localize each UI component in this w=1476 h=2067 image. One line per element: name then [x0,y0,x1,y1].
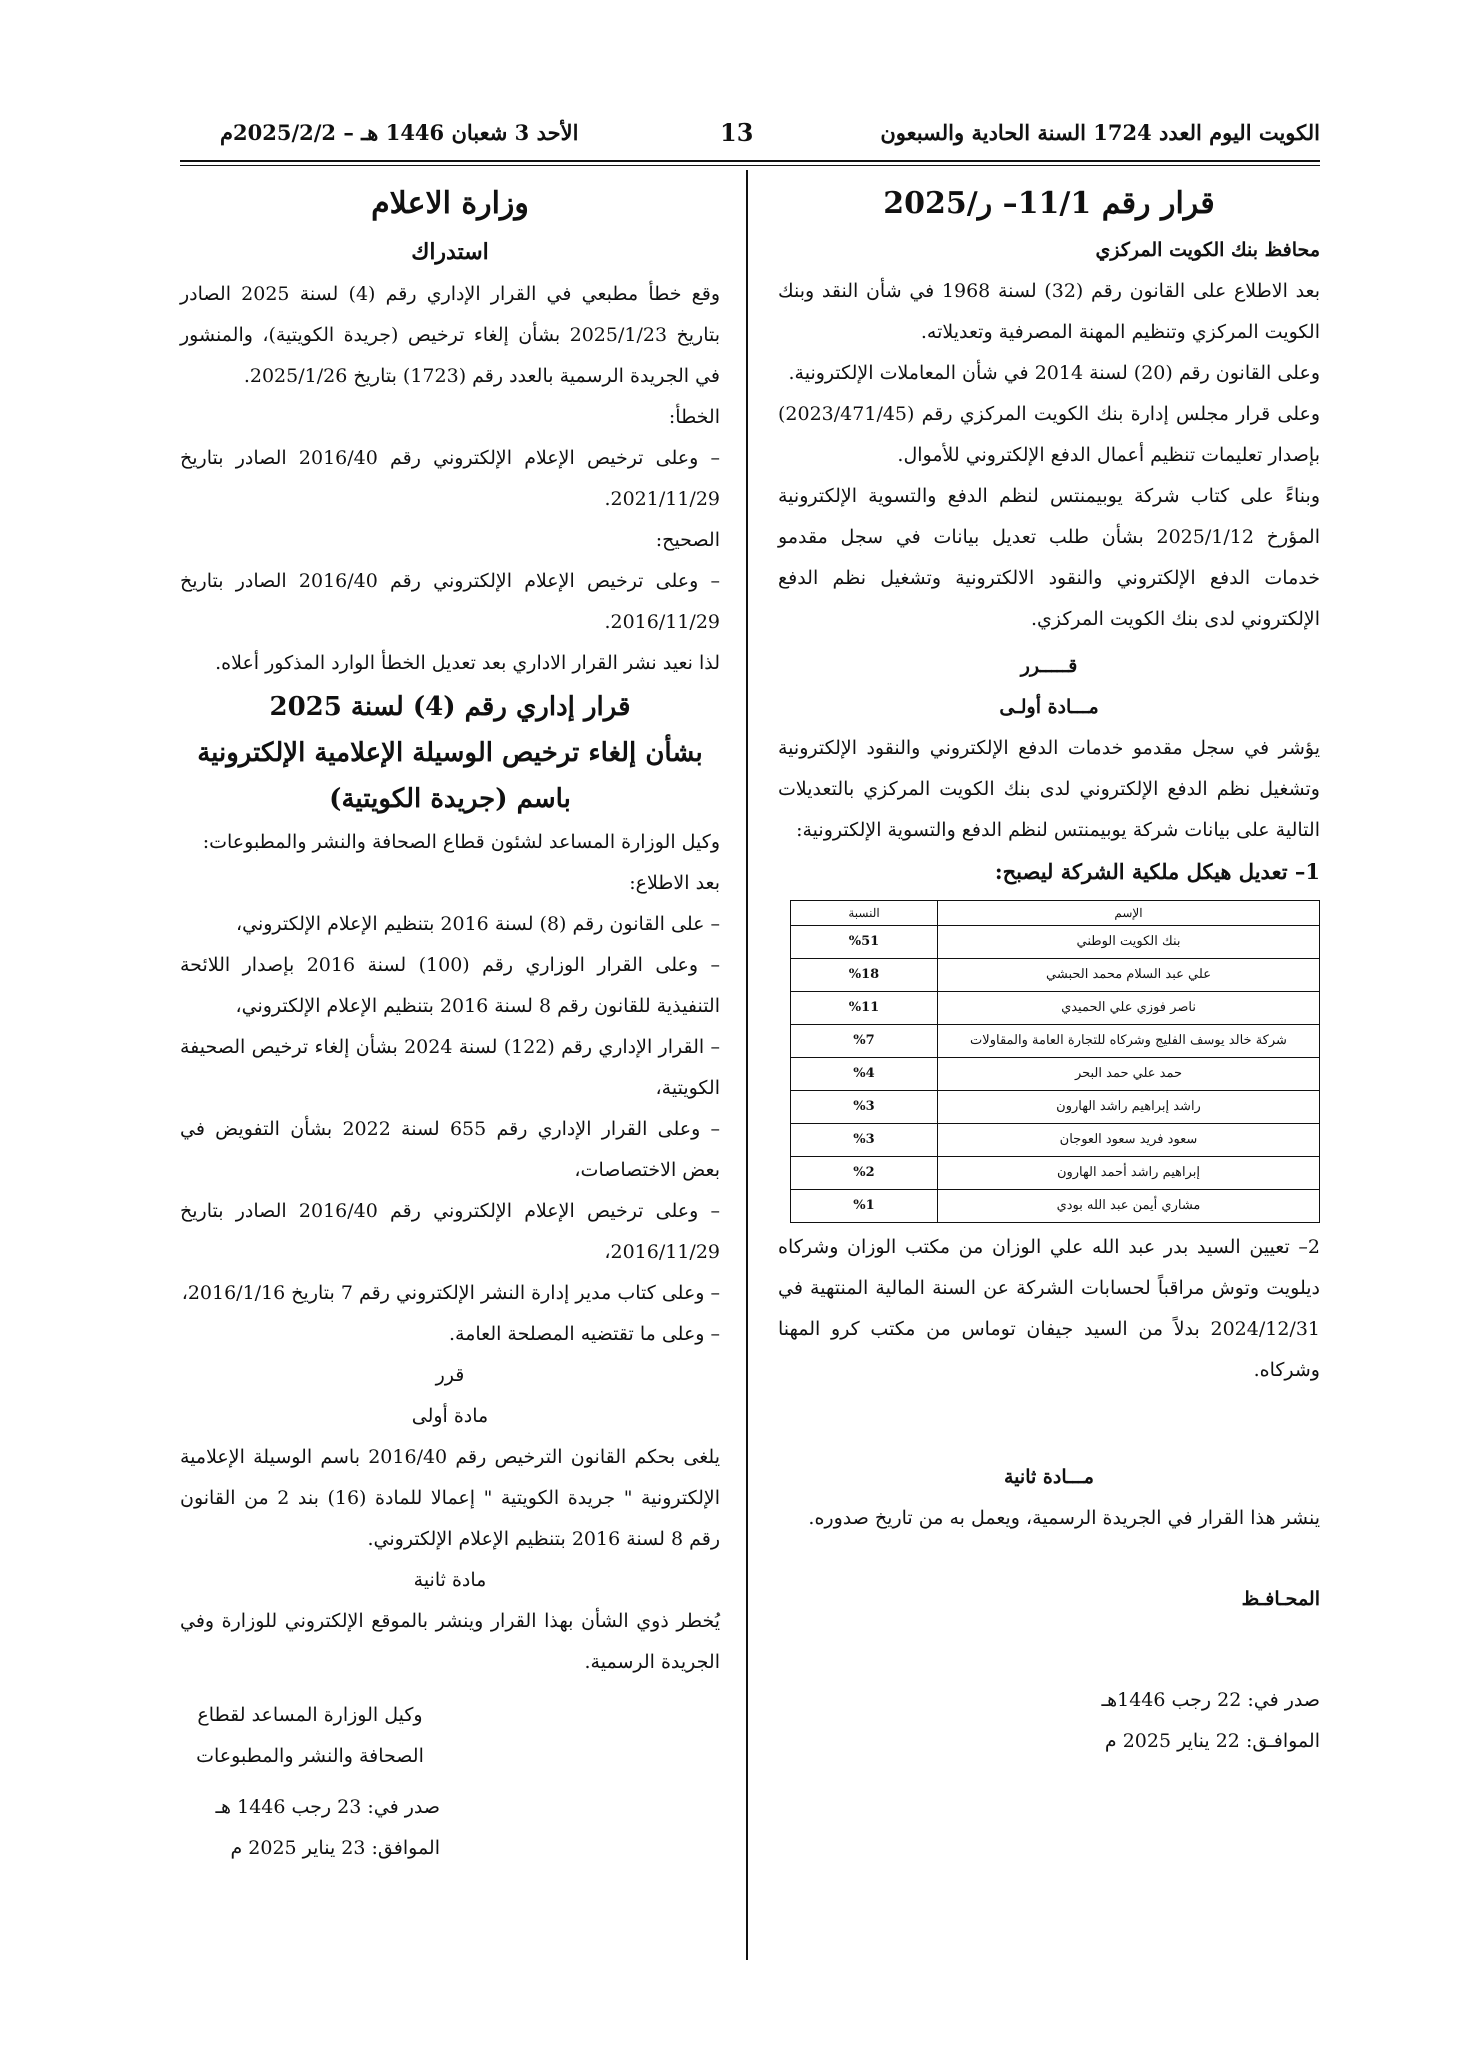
preamble-item: – وعلى القرار الوزاري رقم (100) لسنة 2016 بإصدار اللائحة التنفيذية للقانون رقم 8 لسنة 2016 بتنظيم الإعلام الإلكتروني، [180,954,720,1017]
page-header [180,120,1320,156]
table-header-row [791,901,1320,926]
table-row [791,1091,1320,1124]
shareholder-percentage: %4 [791,1058,938,1091]
decision-issuer: محافظ بنك الكويت المركزي [1095,239,1320,261]
preamble-item: – وعلى ترخيص الإعلام الإلكتروني رقم 2016/40 الصادر بتاريخ 2016/11/29، [180,1200,720,1263]
article-2-text: يُخطر ذوي الشأن بهذا القرار وينشر بالموقع الإلكتروني للوزارة وفي الجريدة الرسمية. [180,1610,720,1673]
correct-text: – وعلى ترخيص الإعلام الإلكتروني رقم 2016/40 الصادر بتاريخ 2016/11/29. [180,570,720,633]
column-divider [746,170,748,1960]
ministry-of-information-section [180,178,720,1869]
decided-heading: قرر [435,1364,465,1386]
article-1-text: يؤشر في سجل مقدمو خدمات الدفع الإلكتروني والنقود الإلكترونية وتشغيل نظم الدفع الإلكتروني لدى بنك الكويت المركزي بالتعديلات التالية على بيانات شركة يوبيمنتس لنظم الدفع والتسوية الإلكترونية: [778,737,1320,841]
article-2-heading: مـــادة ثانية [1004,1466,1094,1488]
shareholder-percentage: %11 [791,992,938,1025]
decision-subject: باسم (جريدة الكويتية) [329,784,571,814]
shareholder-name: حمد علي حمد البحر [938,1058,1320,1091]
after-review: بعد الاطلاع: [629,872,720,894]
shareholder-percentage: %51 [791,926,938,959]
error-text: – وعلى ترخيص الإعلام الإلكتروني رقم 2016/40 الصادر بتاريخ 2021/11/29. [180,447,720,510]
ownership-table [790,900,1320,1223]
signatory: المحـافـظ [1241,1588,1320,1610]
issued-block [180,1787,440,1869]
table-row [791,992,1320,1025]
table-row [791,1190,1320,1223]
shareholder-percentage: %1 [791,1190,938,1223]
preamble-item: – على القانون رقم (8) لسنة 2016 بتنظيم الإعلام الإلكتروني، [235,913,720,935]
republish-note: لذا نعيد نشر القرار الاداري بعد تعديل الخطأ الوارد المذكور أعلاه. [215,652,720,674]
shareholder-percentage: %2 [791,1157,938,1190]
correction-text: وقع خطأ مطبعي في القرار الإداري رقم (4) لسنة 2025 الصادر بتاريخ 2025/1/23 بشأن إلغاء ترخيص (جريدة الكويتية)، والمنشور في الجريدة الرسمية بالعدد رقم (1723) بتاريخ 2025/1/26. [180,283,721,387]
article-1-heading: مادة أولى [411,1405,489,1427]
issued-date-hijri: صدر في: 22 رجب 1446هـ [1101,1689,1320,1711]
header-rule-thin [180,165,1320,166]
header-issue-info: الكويت اليوم العدد 1724 السنة الحادية والسبعون [880,120,1320,145]
shareholder-name: علي عبد السلام محمد الحبشي [938,959,1320,992]
central-bank-decision [778,178,1320,1762]
shareholder-percentage: %3 [791,1091,938,1124]
table-row [791,1058,1320,1091]
table-row [791,1025,1320,1058]
column-header-name: الإسم [938,901,1320,926]
shareholder-percentage: %3 [791,1124,938,1157]
article-1-heading: مـــادة أولـى [999,696,1099,718]
issued-date-gregorian: الموافق: 23 يناير 2025 م [230,1837,440,1859]
article-2-heading: مادة ثانية [413,1569,487,1591]
decision-title: قرار رقم 11/1– ر/2025 [883,186,1215,221]
preamble-item: – وعلى كتاب مدير إدارة النشر الإلكتروني رقم 7 بتاريخ 2016/1/16، [181,1282,720,1304]
header-rule [180,160,1320,162]
correct-label: الصحيح: [655,529,720,551]
error-label: الخطأ: [668,406,720,428]
table-row [791,1124,1320,1157]
shareholder-name: بنك الكويت الوطني [938,926,1320,959]
issued-date-gregorian: الموافـق: 22 يناير 2025 م [1104,1730,1320,1752]
table-row [791,926,1320,959]
ministry-title: وزارة الاعلام [371,186,529,221]
signatory-line: وكيل الوزارة المساعد لقطاع [197,1704,423,1726]
table-row [791,1157,1320,1190]
preamble-paragraph: بعد الاطلاع على القانون رقم (32) لسنة 1968 في شأن النقد وبنك الكويت المركزي وتنظيم المهنة المصرفية وتعديلاته. [778,280,1320,343]
shareholder-name: راشد إبراهيم راشد الهارون [938,1091,1320,1124]
preamble-paragraph: وبناءً على كتاب شركة يوبيمنتس لنظم الدفع والتسوية الإلكترونية المؤرخ 2025/1/12 بشأن طلب تعديل بيانات في سجل مقدمو خدمات الدفع الإلكتروني والنقود الالكترونية وتشغيل نظم الدفع الإلكتروني لدى بنك الكويت المركزي. [778,485,1320,630]
preamble-item: – وعلى القرار الإداري رقم 655 لسنة 2022 بشأن التفويض في بعض الاختصاصات، [180,1118,720,1181]
shareholder-name: مشاري أيمن عبد الله بودي [938,1190,1320,1223]
issued-date-hijri: صدر في: 23 رجب 1446 هـ [215,1796,440,1818]
correction-title: استدراك [411,239,489,265]
header-date: الأحد 3 شعبان 1446 هـ – 2025/2/2م [220,120,579,145]
preamble-item: – القرار الإداري رقم (122) لسنة 2024 بشأن إلغاء ترخيص الصحيفة الكويتية، [180,1036,720,1099]
decision-subject: بشأن إلغاء ترخيص الوسيلة الإعلامية الإلكترونية [197,738,703,768]
decision-issuer: وكيل الوزارة المساعد لشئون قطاع الصحافة والنشر والمطبوعات: [202,831,720,853]
item-2-text: 2– تعيين السيد بدر عبد الله علي الوزان من مكتب الوزان وشركاه ديلويت وتوش مراقباً لحسابات الشركة عن السنة المالية المنتهية في 2024/12/31 بدلاً من السيد جيفان توماس من مكتب كرو المهنا وشركاه. [778,1236,1320,1381]
signatory-line: الصحافة والنشر والمطبوعات [196,1745,424,1767]
preamble-paragraph: وعلى قرار مجلس إدارة بنك الكويت المركزي رقم (2023/471/45) بإصدار تعليمات تنظيم أعمال الدفع الإلكتروني للأموال. [778,403,1320,466]
shareholder-percentage: %18 [791,959,938,992]
signature-block [180,1695,440,1777]
article-1-text: يلغى بحكم القانون الترخيص رقم 2016/40 باسم الوسيلة الإعلامية الإلكترونية " جريدة الكويتية " إعمالا للمادة (16) بند 2 من القانون رقم 8 لسنة 2016 بتنظيم الإعلام الإلكتروني. [180,1446,721,1550]
shareholder-name: ناصر فوزي علي الحميدي [938,992,1320,1025]
shareholder-name: إبراهيم راشد أحمد الهارون [938,1157,1320,1190]
item-1-text: 1– تعديل هيكل ملكية الشركة ليصبح: [994,859,1320,884]
decision-title: قرار إداري رقم (4) لسنة 2025 [269,692,631,722]
shareholder-percentage: %7 [791,1025,938,1058]
article-2-text: ينشر هذا القرار في الجريدة الرسمية، ويعمل به من تاريخ صدوره. [808,1507,1320,1529]
shareholder-name: شركة خالد يوسف الفليج وشركاه للتجارة العامة والمقاولات [938,1025,1320,1058]
table-row [791,959,1320,992]
column-header-percentage: النسبة [791,901,938,926]
preamble-paragraph: وعلى القانون رقم (20) لسنة 2014 في شأن المعاملات الإلكترونية. [788,362,1320,384]
preamble-item: – وعلى ما تقتضيه المصلحة العامة. [448,1323,720,1345]
decided-heading: قـــــرر [1020,655,1078,677]
page-number: 13 [720,118,754,147]
shareholder-name: سعود فريد سعود العوجان [938,1124,1320,1157]
